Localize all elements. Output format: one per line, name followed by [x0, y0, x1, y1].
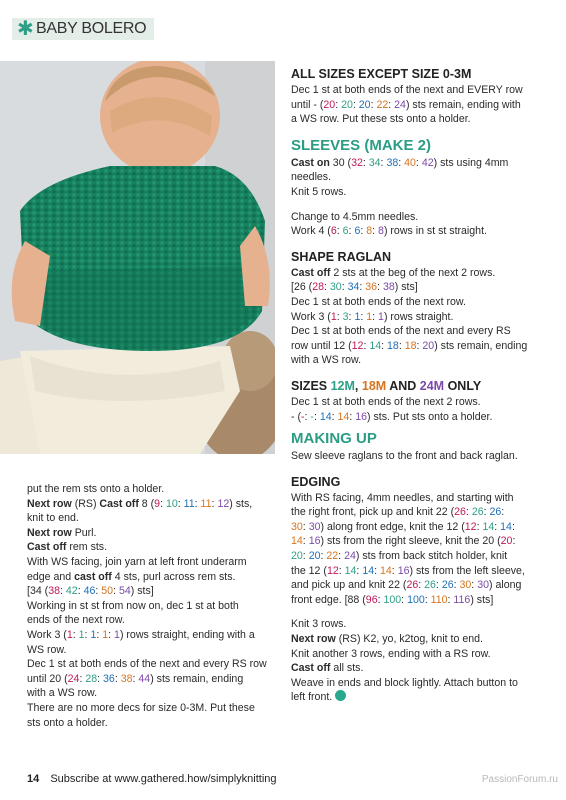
bold-term: Next row [291, 633, 336, 646]
bold-term: Cast on [291, 156, 330, 169]
size-value: 1 [114, 628, 120, 641]
text-run: : [194, 497, 201, 510]
text-run: ) sts] [130, 585, 154, 598]
text-run: : [108, 628, 115, 641]
text-run: : [398, 156, 405, 169]
section-header [12, 18, 154, 40]
text-run: ) sts, knit to end. [27, 497, 253, 525]
size-value: 12 [217, 497, 230, 510]
text-run: : [72, 628, 79, 641]
size-value: 40 [404, 156, 416, 169]
section-heading: EDGING [291, 474, 341, 489]
size-value: 26 [406, 579, 419, 592]
size-value: 14 [362, 564, 375, 577]
size-value: 24 [344, 550, 356, 563]
paragraph [291, 647, 541, 662]
paragraph [27, 599, 267, 628]
asterisk-icon: ✱ [17, 18, 34, 40]
text-run: : [338, 564, 345, 577]
text-run: Dec 1 st at both ends of the next and EVERY row until - ( [291, 84, 523, 111]
text-run: : [511, 520, 515, 533]
text-run: : [77, 585, 84, 598]
text-run: : [372, 225, 379, 238]
text-run: : [84, 628, 91, 641]
size-value: 12 [326, 564, 339, 577]
text-run: : [349, 410, 356, 423]
text-run: : [363, 339, 370, 352]
paragraph [291, 395, 541, 424]
text-run: ) sts from the right sleeve, knit the 20 ( [320, 535, 501, 548]
spacer [291, 368, 541, 378]
text-run: : [377, 593, 384, 606]
text-run: : [424, 593, 431, 606]
section-title: BABY BOLERO [36, 20, 147, 37]
text-run: : [359, 281, 366, 294]
text-run: : [370, 98, 377, 111]
paragraph [27, 628, 267, 657]
size-value: 14 [337, 410, 350, 423]
text-run: Knit 3 rows. [291, 618, 347, 631]
text-run: : [348, 310, 355, 323]
size-value: 1 [354, 310, 361, 323]
text-run: ) sts. Put sts onto a holder. [367, 410, 493, 423]
text-run: : [113, 585, 119, 598]
size-value: 14 [482, 520, 495, 533]
text-run: : [302, 520, 309, 533]
section-heading: MAKING UP [291, 430, 377, 448]
text-run: : [483, 506, 490, 519]
section-heading: ALL SIZES EXCEPT SIZE 0-3M [291, 67, 472, 81]
size-value: 116 [453, 593, 471, 606]
section-heading: SHAPE RAGLAN [291, 249, 392, 264]
size-value: 20 [500, 535, 513, 548]
text-run: : [381, 339, 388, 352]
paragraph [291, 449, 541, 464]
text-run: : [211, 497, 218, 510]
text-run: Dec 1 st at both ends of the next 2 rows. - ( [291, 395, 481, 423]
size-value: 6 [354, 225, 361, 238]
size-value: 14 [291, 535, 303, 548]
size-value: 12 [464, 520, 477, 533]
bold-term: cast off [74, 570, 112, 583]
text-run: : [494, 520, 501, 533]
paragraph [291, 83, 541, 127]
size-value: 42 [65, 585, 78, 598]
text-run: : [302, 535, 309, 548]
size-value: 30 [459, 579, 472, 592]
text-run: : [465, 506, 472, 519]
size-value: 26 [454, 506, 466, 519]
text-run: : [336, 310, 343, 323]
text-run: : [97, 672, 104, 685]
size-value: 1 [330, 310, 337, 323]
size-value: 36 [103, 672, 115, 685]
text-run: ) rows straight. [383, 310, 454, 323]
size-value: 24 [67, 672, 80, 685]
size-value: 46 [83, 585, 96, 598]
size-value: 18 [404, 339, 417, 352]
size-value: 26 [489, 506, 502, 519]
size-value: 20 [323, 98, 336, 111]
text-run: 8 ( [138, 497, 155, 510]
text-run: : [360, 225, 367, 238]
size-value: 11 [183, 497, 195, 510]
text-run: : [313, 410, 320, 423]
bold-term: Cast off [99, 497, 139, 510]
text-run: : [471, 579, 478, 592]
page-footer [27, 772, 277, 786]
text-run: Work 4 ( [291, 225, 331, 238]
size-value: 28 [312, 281, 324, 294]
size-value: 6 [330, 225, 337, 238]
text-run: Work 3 ( [291, 310, 331, 323]
text-run: With RS facing, 4mm needles, and starting with the right front, pick up and knit 22 ( [291, 491, 514, 519]
text-run: Dec 1 st at both ends of the next and every RS row until 12 ( [291, 325, 511, 352]
text-run: Dec 1 st at both ends of the next row. [291, 295, 466, 308]
text-run: Work 3 ( [27, 628, 67, 641]
size-value: 44 [138, 672, 151, 685]
text-run: : [331, 410, 338, 423]
size-value: 18M [361, 378, 387, 393]
size-value: 26 [441, 579, 454, 592]
text-run: Sew sleeve raglans to the front and back raglan. [291, 450, 518, 463]
bold-term: Cast off [291, 662, 331, 675]
text-run: : [96, 628, 103, 641]
size-value: 34 [368, 156, 381, 169]
text-run: : [352, 98, 359, 111]
size-value: 38 [386, 156, 399, 169]
size-value: 30 [308, 520, 321, 533]
size-value: 12 [351, 339, 364, 352]
text-run: : [360, 310, 367, 323]
text-run: : [336, 225, 343, 238]
size-value: 3 [342, 310, 349, 323]
spacer [291, 607, 541, 617]
text-run: : [160, 497, 166, 510]
spacer [291, 200, 541, 210]
text-run: : [453, 579, 460, 592]
photo-illustration [0, 61, 275, 454]
size-value: 96 [365, 593, 378, 606]
size-value: 14 [380, 564, 392, 577]
text-run: : [79, 672, 86, 685]
text-run: : [418, 579, 425, 592]
text-run: : [177, 497, 184, 510]
text-run: : [398, 339, 405, 352]
paragraph [291, 324, 541, 368]
size-value: 30 [329, 281, 342, 294]
size-value: 26 [424, 579, 436, 592]
left-column-text [27, 482, 267, 730]
text-run: : [114, 672, 121, 685]
size-value: 22 [376, 98, 389, 111]
text-run: : [512, 535, 516, 548]
text-run: rem sts. [66, 541, 108, 554]
text-run: ) sts] [394, 281, 418, 294]
text-run: : [302, 550, 309, 563]
text-run: : [435, 579, 442, 592]
size-value: 50 [101, 585, 114, 598]
text-run: 4 sts, purl across rem sts. [34 ( [27, 570, 236, 598]
size-value: 20 [291, 550, 303, 563]
text-run: Knit another 3 rows, ending with a RS row. [291, 647, 491, 660]
size-value: 1 [66, 628, 73, 641]
text-run: put the rem sts onto a holder. [27, 483, 165, 495]
text-run: ) along front edge. [88 ( [291, 579, 522, 606]
size-value: 12M [330, 378, 355, 393]
text-run: 2 sts at the beg of the next 2 rows. [26 ( [291, 266, 496, 294]
size-value: 14 [500, 520, 512, 533]
size-value: 18 [387, 339, 399, 352]
paragraph [291, 295, 541, 310]
text-run: : [362, 156, 369, 169]
text-run: : [320, 550, 327, 563]
text-run: (RS) K2, yo, k2tog, knit to end. [335, 633, 483, 646]
size-value: 54 [118, 585, 131, 598]
text-run: : [132, 672, 139, 685]
text-run: : [95, 585, 102, 598]
text-run: Weave in ends and block lightly. Attach button to left front. [291, 676, 518, 704]
size-value: 14 [319, 410, 332, 423]
text-run: : [341, 281, 348, 294]
text-run: : [476, 520, 483, 533]
text-run: : [416, 339, 423, 352]
text-run: : [338, 550, 345, 563]
size-value: 30 [291, 520, 303, 533]
text-run: : [372, 310, 379, 323]
size-value: 16 [308, 535, 321, 548]
text-run: : [304, 410, 311, 423]
paragraph [27, 526, 267, 541]
size-value: - [310, 410, 314, 423]
section-heading: SLEEVES (MAKE 2) [291, 136, 432, 154]
paragraph [291, 310, 541, 325]
subscribe-line: Subscribe at www.gathered.how/simplyknitting [50, 773, 277, 785]
text-run: ) rows in st st straight. [383, 225, 487, 238]
paragraph [291, 210, 541, 225]
text-run: ) sts remain, ending with a WS row. [291, 339, 528, 367]
text-run: ) sts remain, ending with a WS row. [27, 672, 244, 700]
size-value: 26 [471, 506, 484, 519]
spacer [291, 464, 541, 474]
section-heading [291, 378, 541, 394]
size-value: 100 [407, 593, 425, 606]
size-value: 1 [102, 628, 109, 641]
size-value: 1 [366, 310, 373, 323]
text-run: ) sts] [470, 593, 494, 606]
text-run: Change to 4.5mm needles. [291, 210, 419, 223]
size-value: 42 [421, 156, 434, 169]
text-run: : [377, 281, 383, 294]
text-run: : [401, 593, 408, 606]
size-value: 30 [477, 579, 489, 592]
right-column-text [291, 66, 541, 705]
paragraph [291, 632, 541, 647]
size-value: 38 [382, 281, 395, 294]
text-run: ) sts using 4mm needles. [291, 156, 509, 184]
text-run: : [348, 225, 355, 238]
end-dot-icon [335, 690, 346, 701]
paragraph [291, 224, 541, 239]
text-run: : [388, 98, 395, 111]
text-run: : [501, 506, 505, 519]
page-number: 14 [27, 773, 40, 785]
text-run: : [447, 593, 454, 606]
size-value: 1 [78, 628, 85, 641]
paragraph [291, 266, 541, 295]
size-value: 24M [419, 378, 445, 393]
size-value: 28 [85, 672, 98, 685]
paragraph [27, 657, 267, 701]
paragraph [291, 156, 541, 185]
spacer [291, 239, 541, 249]
spacer [291, 127, 541, 137]
text-run: With WS facing, join yarn at left front underarm edge and [27, 555, 247, 583]
size-value: 8 [378, 225, 384, 238]
size-value: 32 [351, 156, 363, 169]
size-value: 24 [394, 98, 406, 111]
paragraph [27, 701, 267, 730]
text-run: : [415, 156, 422, 169]
text-run: : [356, 564, 363, 577]
text-run: all sts. [330, 662, 364, 675]
paragraph [291, 617, 541, 632]
paragraph [27, 540, 267, 555]
text-run: Dec 1 st at both ends of the next and every RS row until 20 ( [27, 658, 267, 685]
bold-term: Next row [27, 526, 72, 539]
paragraph [291, 676, 541, 705]
size-value: 36 [365, 281, 378, 294]
size-value: 110 [430, 593, 448, 606]
size-value: 1 [90, 628, 97, 641]
text-run: AND [386, 378, 420, 393]
text-run: Purl. [71, 526, 97, 539]
size-value: 1 [378, 310, 384, 323]
size-value: 100 [383, 593, 402, 606]
text-run: : [374, 564, 380, 577]
text-run: Working in st st from now on, dec 1 st at both ends of the next row. [27, 599, 239, 627]
size-value: 14 [344, 564, 357, 577]
text-run: ) sts from the left sleeve, and pick up and knit 22 ( [291, 564, 525, 592]
paragraph [291, 661, 541, 676]
size-value: 22 [326, 550, 339, 563]
text-run: ) rows straight, ending with a WS row. [27, 628, 255, 656]
size-value: - [301, 410, 305, 423]
text-run: ) sts from back stitch holder, knit the 12 ( [291, 550, 508, 577]
paragraph [291, 491, 541, 608]
paragraph [291, 185, 541, 200]
size-value: 10 [165, 497, 178, 510]
paragraph [27, 497, 267, 526]
bold-term: Cast off [27, 541, 67, 554]
text-run: Knit 5 rows. [291, 185, 347, 198]
bold-term: Cast off [291, 266, 331, 279]
text-run: : [324, 281, 330, 294]
size-value: 6 [342, 225, 349, 238]
baby-knit-bolero-photo [0, 61, 275, 454]
size-value: 38 [120, 672, 133, 685]
text-run: 30 ( [329, 156, 352, 169]
text-run: : [335, 98, 342, 111]
size-value: 20 [308, 550, 321, 563]
paragraph [27, 482, 267, 497]
text-run: , [354, 378, 362, 393]
watermark: PassionForum.ru [481, 774, 558, 785]
text-run: There are no more decs for size 0-3M. Put these sts onto a holder. [27, 701, 255, 729]
size-value: 16 [397, 564, 410, 577]
bold-term: Next row [27, 497, 72, 510]
text-run: ONLY [444, 378, 482, 393]
text-run: ) along front edge, knit the 12 ( [320, 520, 465, 533]
text-run: ) sts remain, ending with a WS row. Put these sts onto a holder. [291, 98, 521, 126]
text-run: : [60, 585, 66, 598]
size-value: 8 [366, 225, 373, 238]
size-value: 14 [369, 339, 382, 352]
text-run: : [380, 156, 387, 169]
text-run: SIZES [291, 378, 331, 393]
paragraph [27, 555, 267, 599]
text-run: : [391, 564, 398, 577]
size-value: 11 [200, 497, 212, 510]
size-value: 16 [355, 410, 368, 423]
size-value: 38 [48, 585, 60, 598]
size-value: 20 [358, 98, 371, 111]
size-value: 20 [422, 339, 435, 352]
size-value: 34 [347, 281, 360, 294]
size-value: 20 [341, 98, 353, 111]
text-run: (RS) [71, 497, 100, 510]
size-value: 9 [154, 497, 161, 510]
